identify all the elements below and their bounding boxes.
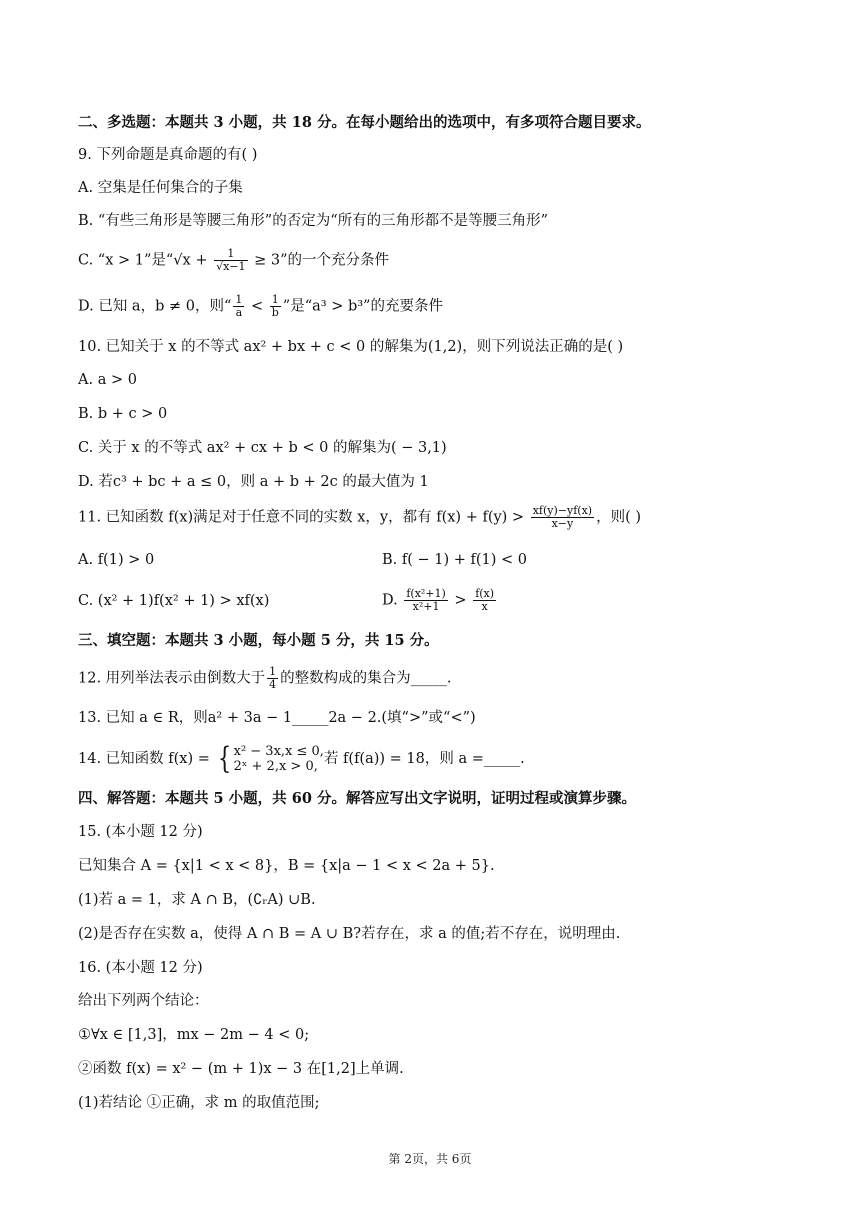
fraction-right [473,588,496,613]
numerator: 1 [214,248,247,261]
case-1: x² − 3x,x ≤ 0, [233,744,324,759]
option-d-prefix: D. 已知 a，b ≠ 0，则“ [78,298,232,315]
option-c-suffix: ≥ 3”的一个充分条件 [249,252,390,269]
question-11-suffix: ，则( ) [596,509,642,526]
question-10-option-a: A. a > 0 [78,372,137,388]
question-10: 10. 已知关于 x 的不等式 ax² + bx + c < 0 的解集为(1,2)，则下列说法正确的是( ) [78,339,624,355]
fraction [531,505,594,530]
question-9-option-b: B. “有些三角形是等腰三角形”的否定为“所有的三角形都不是等腰三角形” [78,213,549,229]
question-15-part-2: (2)是否存在实数 a，使得 A ∩ B = A ∪ B?若存在，求 a 的值;若不存在，说明理由. [78,926,621,942]
question-15: 15. (本小题 12 分) [78,824,203,840]
question-12 [78,666,452,691]
question-14 [78,741,525,776]
greater-than: > [449,592,472,609]
fraction-left [404,588,447,613]
page-footer: 第 2页，共 6页 [388,1152,472,1166]
denominator: x [481,600,488,613]
question-10-option-b: B. b + c > 0 [78,406,168,422]
denominator: x−y [551,517,574,530]
left-brace: { [217,741,231,776]
fraction-1-over-b [270,294,281,319]
question-11-option-d [382,588,498,613]
question-11 [78,505,641,530]
fraction-1-over-a [233,294,244,319]
piecewise-cases [234,744,324,774]
less-than: < [246,298,268,315]
denominator: 4 [269,678,277,691]
question-15-part-1: (1)若 a = 1，求 A ∩ B，(∁ᵣA) ∪B. [78,892,316,908]
question-12-prefix: 12. 用列举法表示由倒数大于 [78,670,266,687]
question-11-option-c: C. (x² + 1)f(x² + 1) > xf(x) [78,593,270,609]
option-c-prefix: C. “x > 1”是“√x + [78,252,213,269]
question-14-prefix: 14. 已知函数 f(x) = [78,751,215,767]
section-heading-solutions: 四、解答题：本题共 5 小题，共 60 分。解答应写出文字说明，证明过程或演算步骤。 [78,790,636,807]
numerator: xf(y)−yf(x) [532,504,593,517]
fraction [214,248,247,273]
question-16: 16. (本小题 12 分) [78,960,203,976]
denominator: x²+1 [412,600,440,613]
question-10-option-d: D. 若c³ + bc + a ≤ 0，则 a + b + 2c 的最大值为 1 [78,474,429,490]
question-16-part-1: (1)若结论 ①正确，求 m 的取值范围; [78,1095,320,1111]
question-12-suffix: 的整数构成的集合为_____. [280,670,452,687]
question-16-conclusion-1: ①∀x ∈ [1,3]，mx − 2m − 4 < 0; [78,1027,310,1043]
question-9-option-d [78,294,443,319]
question-11-option-a: A. f(1) > 0 [78,552,155,568]
option-d-suffix: ”是“a³ > b³”的充要条件 [282,298,443,315]
numerator: 1 [235,293,243,306]
question-11-option-b: B. f( − 1) + f(1) < 0 [382,552,528,568]
denominator: b [271,306,279,319]
denominator: √x−1 [216,260,246,273]
section-heading-fill-in: 三、填空题：本题共 3 小题，每小题 5 分，共 15 分。 [78,632,439,649]
question-10-option-c: C. 关于 x 的不等式 ax² + cx + b < 0 的解集为( − 3,1) [78,440,447,456]
question-14-suffix: 若 f(f(a)) = 18，则 a =_____. [323,751,525,767]
section-heading-multiple-choice: 二、多选题：本题共 3 小题，共 18 分。在每小题给出的选项中，有多项符合题目要求。 [78,114,651,131]
question-16-conclusion-2: ②函数 f(x) = x² − (m + 1)x − 3 在[1,2]上单调. [78,1061,404,1077]
numerator: 1 [270,294,281,307]
question-13: 13. 已知 a ∈ R，则a² + 3a − 1_____2a − 2.(填“>”或“<”) [78,710,476,726]
question-9-option-c [78,248,389,273]
question-15-text: 已知集合 A = {x|1 < x < 8}，B = {x|a − 1 < x < 2a + 5}. [78,858,495,874]
numerator: 1 [269,665,277,678]
question-9: 9. 下列命题是真命题的有( ) [78,147,258,163]
question-16-text: 给出下列两个结论： [78,993,209,1009]
fraction-one-quarter [267,666,278,691]
question-11-prefix: 11. 已知函数 f(x)满足对于任意不同的实数 x，y，都有 f(x) + f(y) > [78,509,529,526]
question-9-option-a: A. 空集是任何集合的子集 [78,180,243,196]
numerator: f(x) [475,587,495,600]
numerator: f(x²+1) [406,587,446,600]
denominator: a [235,306,243,319]
case-2: 2ˣ + 2,x > 0, [233,759,318,774]
option-d-prefix: D. [382,592,403,609]
